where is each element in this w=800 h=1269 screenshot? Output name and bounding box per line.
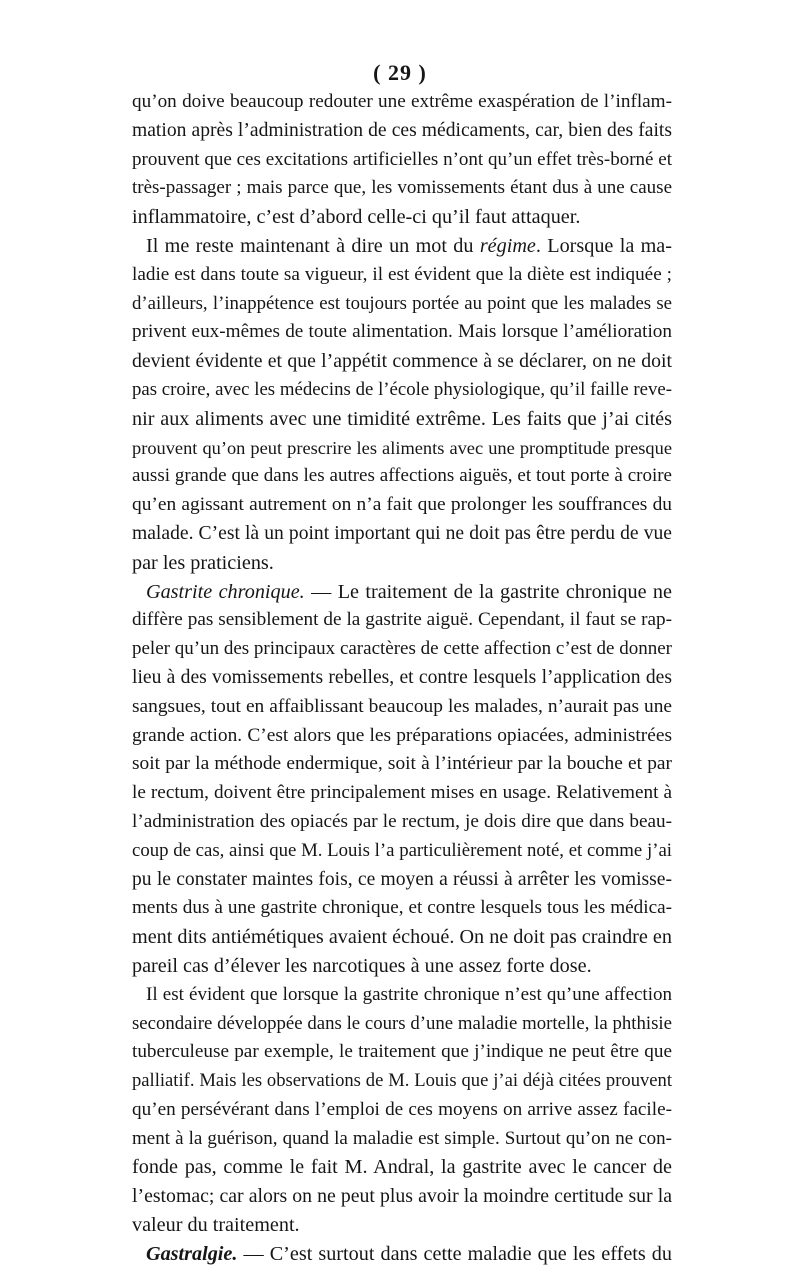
text-segment: inflammatoire, c’est d’abord celle-ci qu’il faut attaquer. (132, 206, 581, 229)
text-segment: le rectum, doivent être principalement mises en usage. Relativement à (132, 782, 672, 804)
text-segment: qu’en persévérant dans l’emploi de ces moyens on arrive assez facile- (132, 1098, 672, 1120)
text-line (132, 1211, 672, 1240)
text-segment: valeur du traitement. (132, 1214, 300, 1237)
text-line (132, 318, 672, 347)
text-line (132, 750, 672, 779)
text-segment: palliatif. Mais les observations de M. Louis que j’ai déjà citées prouvent (132, 1070, 672, 1092)
text-segment: . Lorsque la ma- (535, 234, 672, 257)
text-segment: nir aux aliments avec une timidité extrême. Les faits que j’ai cités (132, 407, 672, 430)
text-segment: peler qu’un des principaux caractères de cette affection c’est de donner (132, 638, 672, 660)
text-segment: prouvent que ces excitations artificielles n’ont qu’un effet très-borné et (132, 148, 672, 170)
page-number: ( 29 ) (373, 60, 427, 85)
text-segment: ladie est dans toute sa vigueur, il est évident que la diète est indiquée ; (132, 263, 672, 285)
emphasized-text: régime (479, 234, 536, 257)
text-line (132, 376, 672, 405)
text-line (132, 664, 672, 693)
text-segment: sangsues, tout en affaiblissant beaucoup les malades, n’aurait pas une (132, 695, 672, 717)
text-segment: — C’est surtout dans cette maladie que les effets du (237, 1242, 672, 1265)
text-segment: très-passager ; mais parce que, les vomissements étant dus à une cause (132, 177, 672, 199)
text-line (132, 981, 672, 1010)
text-segment: soit par la méthode endermique, soit à l’intérieur par la bouche et par (132, 753, 672, 775)
text-segment: devient évidente et que l’appétit commence à se déclarer, on ne doit (132, 350, 672, 373)
text-line (132, 693, 672, 722)
text-segment: ment dits antiémétiques avaient échoué. On ne doit pas craindre en (132, 926, 672, 949)
text-line (132, 347, 672, 376)
text-segment: pu le constater maintes fois, ce moyen a réussi à arrêter les vomisse- (132, 868, 672, 890)
text-line (132, 88, 672, 117)
text-segment: secondaire développée dans le cours d’une maladie mortelle, la phthisie (132, 1012, 672, 1034)
text-segment: grande action. C’est alors que les préparations opiacées, administrées (132, 724, 672, 746)
text-line (132, 722, 672, 751)
text-line (132, 462, 672, 491)
text-line (132, 635, 672, 664)
text-segment: Il est évident que lorsque la gastrite chronique n’est qu’une affection (146, 983, 672, 1005)
text-line (132, 491, 672, 520)
text-segment: coup de cas, ainsi que M. Louis l’a particulièrement noté, et comme j’ai (132, 839, 672, 861)
text-segment: tuberculeuse par exemple, le traitement que j’indique ne peut être que (132, 1041, 672, 1063)
text-segment: qu’on doive beaucoup redouter une extrême exaspération de l’inflam- (132, 91, 672, 112)
text-segment: mation après l’administration de ces médicaments, car, bien des faits (132, 119, 672, 141)
text-segment: diffère pas sensiblement de la gastrite aiguë. Cependant, il faut se rap- (132, 609, 672, 631)
text-line (132, 894, 672, 923)
text-line (132, 808, 672, 837)
text-line (132, 1240, 672, 1269)
text-line (132, 117, 672, 146)
text-line (132, 203, 672, 232)
text-line (132, 146, 672, 175)
text-line (132, 1038, 672, 1067)
text-line (132, 606, 672, 635)
text-segment: — Le traitement de la gastrite chronique ne (304, 580, 672, 603)
text-line (132, 1125, 672, 1154)
text-segment: Il me reste maintenant à dire un mot du (146, 234, 480, 257)
text-line (132, 866, 672, 895)
text-line (132, 1010, 672, 1039)
text-line (132, 520, 672, 549)
text-line (132, 232, 672, 261)
text-line (132, 549, 672, 578)
body-text (132, 88, 672, 1269)
text-line (132, 779, 672, 808)
text-segment: l’estomac; car alors on ne peut plus avoir la moindre certitude sur la (132, 1185, 672, 1208)
text-segment: pas croire, avec les médecins de l’école physiologique, qu’il faille reve- (132, 378, 672, 400)
text-line (132, 405, 672, 434)
text-line (132, 1067, 672, 1096)
text-line (132, 837, 672, 866)
text-line (132, 261, 672, 290)
text-segment: l’administration des opiacés par le rectum, je dois dire que dans beau- (132, 810, 672, 832)
text-line (132, 952, 672, 981)
emphasized-text: Gastralgie. (146, 1242, 238, 1265)
text-segment: ment à la guérison, quand la maladie est simple. Surtout qu’on ne con- (132, 1127, 672, 1149)
text-line (132, 1153, 672, 1182)
text-segment: d’ailleurs, l’inappétence est toujours portée au point que les malades se (132, 292, 672, 314)
text-segment: par les praticiens. (132, 551, 274, 574)
text-line (132, 290, 672, 319)
text-line (132, 1096, 672, 1125)
text-segment: malade. C’est là un point important qui ne doit pas être perdu de vue (132, 522, 672, 544)
text-line (132, 923, 672, 952)
text-line (132, 1182, 672, 1211)
text-segment: qu’en agissant autrement on n’a fait que prolonger les souffrances du (132, 494, 672, 516)
text-segment: fonde pas, comme le fait M. Andral, la gastrite avec le cancer de (132, 1156, 672, 1179)
text-line (132, 578, 672, 607)
text-segment: lieu à des vomissements rebelles, et contre lesquels l’application des (132, 666, 672, 688)
text-segment: aussi grande que dans les autres affections aiguës, et tout porte à croire (132, 465, 672, 487)
text-segment: privent eux-mêmes de toute alimentation. Mais lorsque l’amélioration (132, 321, 672, 343)
text-segment: ments dus à une gastrite chronique, et contre lesquels tous les médica- (132, 897, 672, 919)
text-segment: prouvent qu’on peut prescrire les aliments avec une promptitude presque (132, 437, 672, 458)
text-line (132, 434, 672, 463)
text-line (132, 174, 672, 203)
text-segment: pareil cas d’élever les narcotiques à une assez forte dose. (132, 954, 592, 977)
emphasized-text: Gastrite chronique. (146, 580, 305, 603)
